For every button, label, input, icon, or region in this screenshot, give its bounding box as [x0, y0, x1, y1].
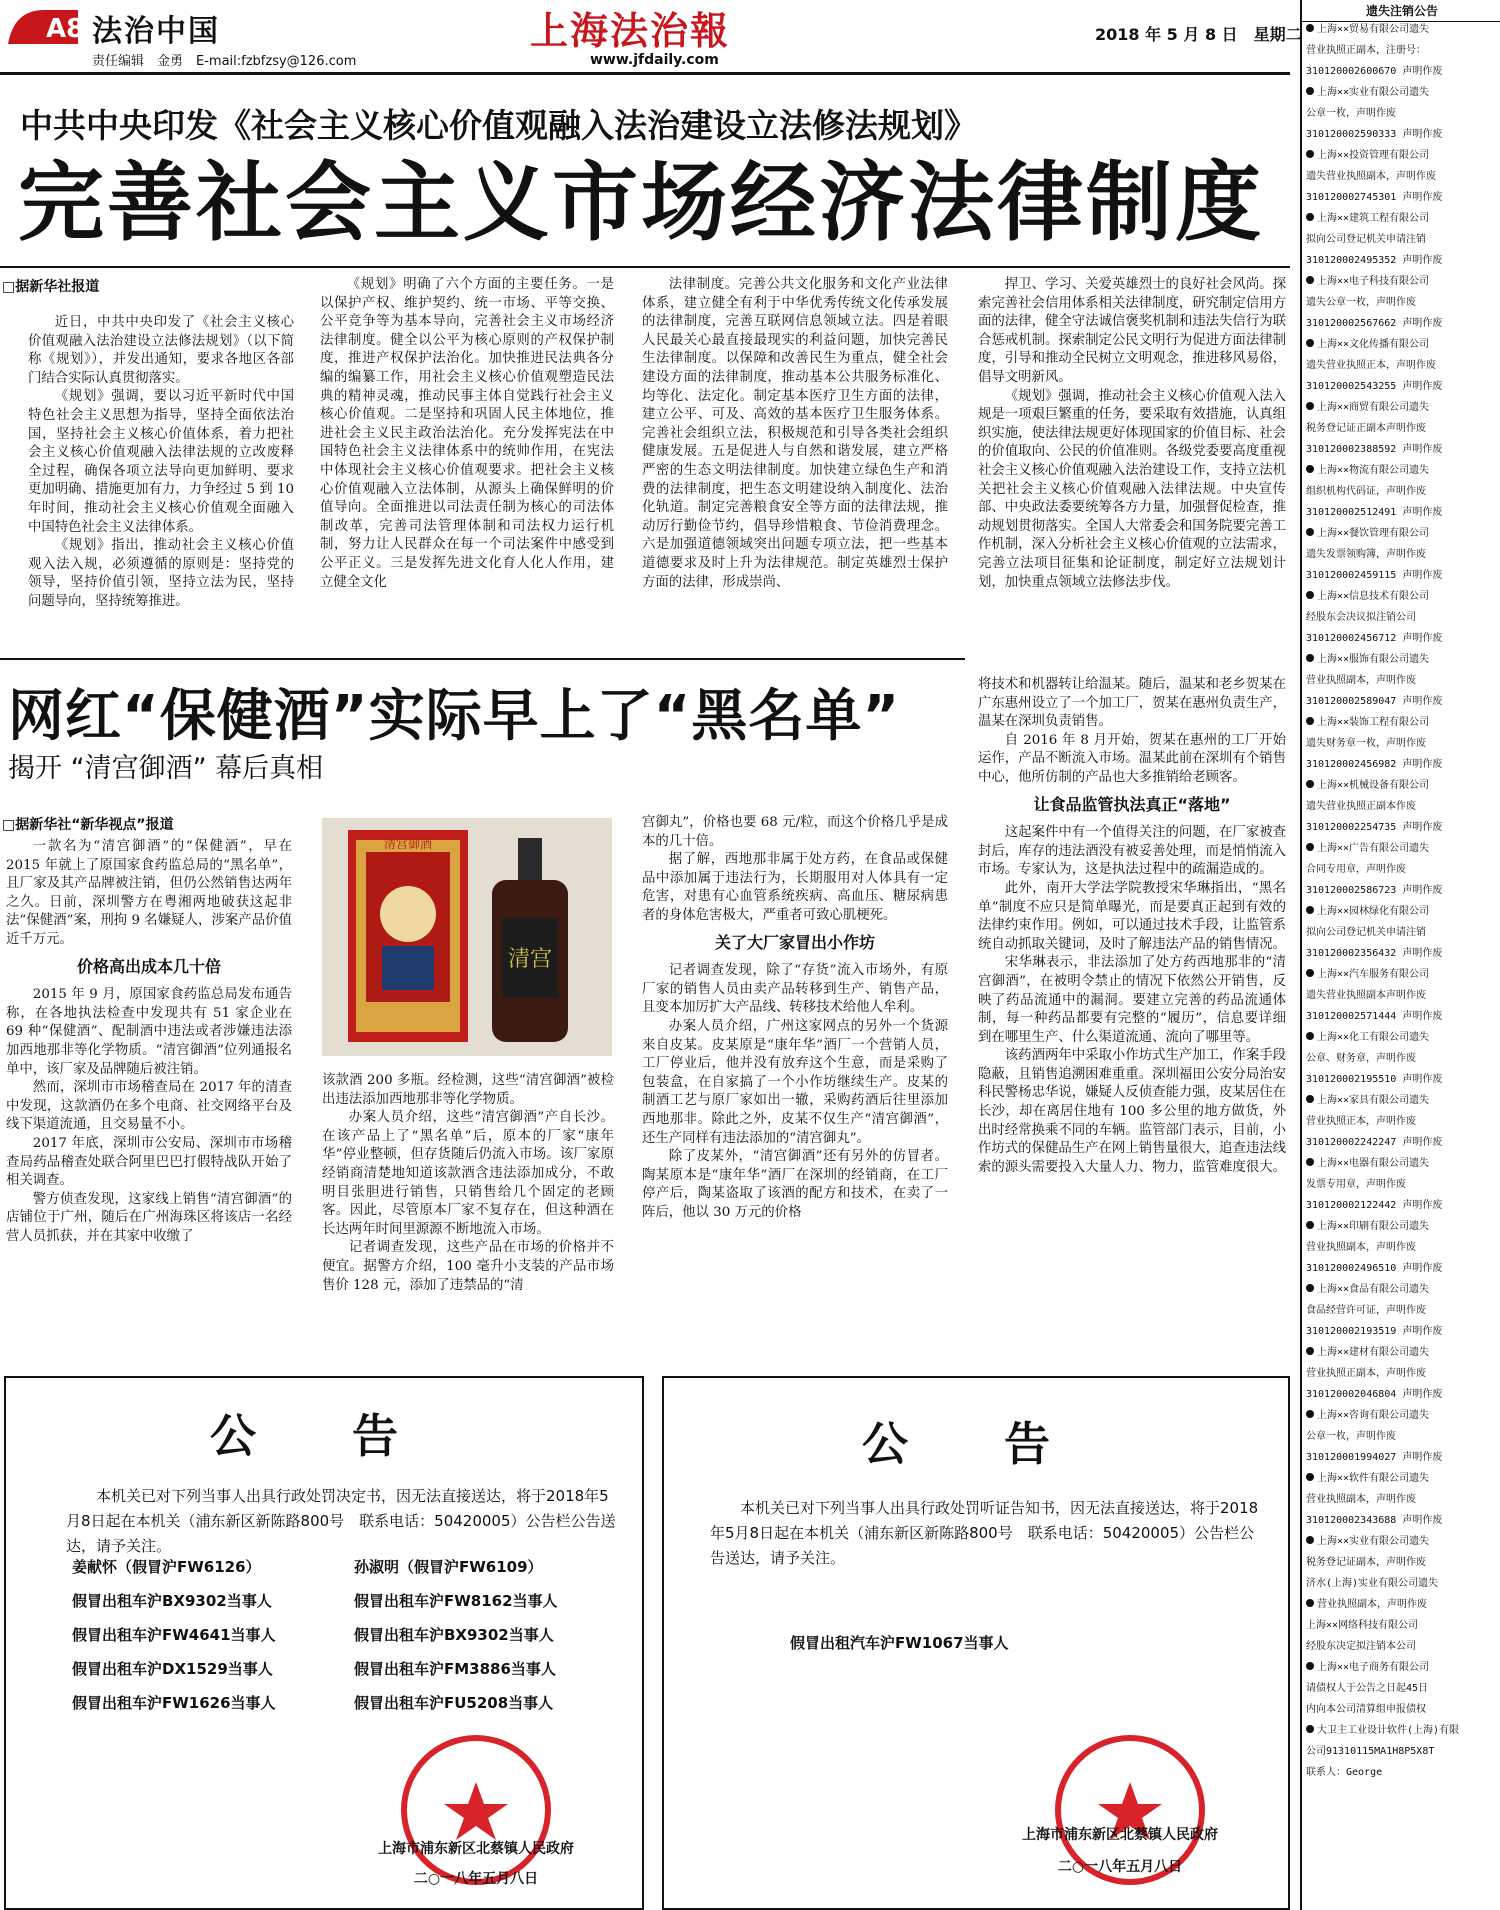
section-subheading: 让食品监管执法真正“落地”: [1033, 794, 1231, 814]
classified-line: [1306, 1116, 1498, 1128]
classified-text: 310120002496510 声明作废: [1306, 1263, 1443, 1274]
paragraph: 然而，深圳市市场稽查局在 2017 年的清查中发现，这款酒仍在多个电商、社交网络平台及线下渠道流通，且交易量不小。: [6, 1080, 292, 1133]
classified-text: 经股东会决议拟注销公司: [1306, 612, 1416, 623]
classified-line: [1306, 507, 1498, 519]
paragraph: 宋华琳表示，非法添加了处方药西地那非的“清宫御酒”，在被明令禁止的情况下依然公开销售，反映了药品流通中的漏洞。要建立完善的药品流通体制，每一种药品都要有完整的“履历”，信息要详细到在哪里生产、什么渠道流通、流向了哪里等。: [978, 955, 1286, 1045]
classified-line: [1306, 1137, 1498, 1149]
classified-text: 上海××机械设备有限公司: [1317, 780, 1430, 791]
classified-text: 大卫主工业设计软件(上海)有限: [1317, 1725, 1460, 1736]
classified-line: [1306, 1011, 1498, 1023]
classified-line: [1306, 990, 1498, 1002]
classified-text: 310120002571444 声明作废: [1306, 1011, 1443, 1022]
classified-line: [1306, 1536, 1498, 1548]
notice-box-hearing-notification: [662, 1376, 1290, 1910]
classified-line: [1306, 633, 1498, 645]
classified-line: [1306, 150, 1498, 162]
website-link[interactable]: www.jfdaily.com: [590, 52, 719, 68]
bullet-icon: [1306, 906, 1314, 914]
classified-text: 上海××家具有限公司遗失: [1317, 1095, 1430, 1106]
bullet-icon: [1306, 150, 1314, 158]
classified-line: [1306, 1515, 1498, 1527]
classified-line: [1306, 1431, 1498, 1443]
paragraph: 办案人员介绍，广州这家网点的另外一个货源来自皮某。皮某原是“康年华”酒厂一个营销人员，工厂停业后，他并没有放弃这个生意，而是采购了包装盒，在自家搞了一个小作坊继续生产。皮某的制酒工艺与原厂家如出一辙，采购药酒后往里添加西地那非。除此之外，皮某不仅生产“清宫御酒”，还生产同样有违法添加的“清宫御丸”。: [642, 1018, 948, 1146]
classified-text: 上海××园林绿化有限公司: [1317, 906, 1430, 917]
classified-line: [1306, 66, 1498, 78]
bullet-icon: [1306, 1662, 1314, 1670]
classified-text: 上海××服饰有限公司遗失: [1317, 654, 1430, 665]
classified-line: [1306, 87, 1498, 99]
classified-text: 310120002242247 声明作废: [1306, 1137, 1443, 1148]
paragraph: 近日，中共中央印发了《社会主义核心价值观融入法治建设立法修法规划》（以下简称《规划》），并发出通知，要求各地区各部门结合实际认真贯彻落实。: [28, 315, 294, 386]
product-photo: [322, 818, 612, 1056]
classified-line: [1306, 1347, 1498, 1359]
paragraph: 记者调查发现，这些产品在市场的价格并不便宜。据警方介绍，100 毫升小支装的产品市场售价 128 元，添加了违禁品的“清: [322, 1240, 614, 1293]
bullet-icon: [1306, 339, 1314, 347]
article1-column-3: [642, 276, 948, 592]
header-rule: [0, 72, 1290, 75]
notice-party: 假冒出租车沪BX9302当事人: [72, 1592, 272, 1610]
notice-title: 公 告: [861, 1417, 1090, 1471]
classified-text: 上海××食品有限公司遗失: [1317, 1284, 1430, 1295]
article2-top-rule: [0, 658, 965, 660]
paragraph: 《规划》指出，推动社会主义核心价值观入法入规，必须遵循的原则是：坚持党的领导，坚持价值引领，坚持立法为民，坚持问题导向，坚持统筹推进。: [28, 538, 294, 609]
classified-line: [1306, 1242, 1498, 1254]
notice-party: 假冒出租车沪FW8162当事人: [354, 1592, 558, 1610]
article2-column-2: [322, 1072, 614, 1295]
classified-text: 310120002388592 声明作废: [1306, 444, 1443, 455]
classified-text: 食品经营许可证，声明作废: [1306, 1305, 1426, 1316]
classified-text: 发票专用章，声明作废: [1306, 1179, 1406, 1190]
notice-date: 二○一八年五月八日: [413, 1871, 539, 1887]
classified-text: 公章一枚，声明作废: [1306, 108, 1396, 119]
classified-line: [1306, 1557, 1498, 1569]
article1-column-4: [978, 276, 1286, 592]
notice-party: 假冒出租车沪FM3886当事人: [354, 1660, 556, 1678]
classified-text: 310120002745301 声明作废: [1306, 192, 1443, 203]
classified-line: [1306, 129, 1498, 141]
paragraph: 2015 年 9 月，原国家食药监总局发布通告称，在各地执法检查中发现共有 51 家企业在 69 种“保健酒”、配制酒中违法或者涉嫌违法添加西地那非等化学物质。“清宫御酒”位列通报名单中，该厂家及品牌随后被注销。: [6, 987, 292, 1077]
bullet-icon: [1306, 24, 1314, 32]
classified-line: [1306, 549, 1498, 561]
article2-headline: 网红“保健酒”实际早上了“黑名单”: [8, 684, 901, 749]
notice-party: 假冒出租车沪BX9302当事人: [354, 1626, 554, 1644]
page-number: A8: [46, 14, 82, 44]
classified-text: 310120002567662 声明作废: [1306, 318, 1443, 329]
classified-text: 310120002590333 声明作废: [1306, 129, 1443, 140]
bullet-icon: [1306, 402, 1314, 410]
classified-text: 经股东决定拟注销本公司: [1306, 1641, 1416, 1652]
paragraph: 宫御丸”，价格也要 68 元/粒，而这个价格几乎是成本的几十倍。: [642, 815, 948, 849]
issue-date: 2018 年 5 月 8 日 星期二: [1095, 25, 1302, 44]
notice-date: 二○一八年五月八日: [1057, 1859, 1183, 1875]
classified-text: 310120002586723 声明作废: [1306, 885, 1443, 896]
classified-text: 联系人：George: [1306, 1767, 1383, 1778]
bullet-icon: [1306, 1095, 1314, 1103]
paragraph: 2017 年底，深圳市公安局、深圳市市场稽查局药品稽查处联合阿里巴巴打假特战队开始了相关调查。: [6, 1135, 292, 1189]
classified-line: [1306, 864, 1498, 876]
classified-line: [1306, 1662, 1498, 1674]
classified-text: 310120002512491 声明作废: [1306, 507, 1443, 518]
classified-line: [1306, 591, 1498, 603]
classified-line: [1306, 906, 1498, 918]
classified-line: [1306, 24, 1498, 36]
bullet-icon: [1306, 1473, 1314, 1481]
classified-line: [1306, 1683, 1498, 1695]
classified-text: 上海××软件有限公司遗失: [1317, 1473, 1430, 1484]
classified-line: [1306, 1263, 1498, 1275]
paragraph: 法律制度。完善公共文化服务和文化产业法律体系，建立健全有利于中华优秀传统文化传承发展的法律制度，完善互联网信息领域立法。四是着眼人民最关心最直接最现实的利益问题，加快完善民生法律制度。以保障和改善民生为重点，健全社会建设方面的法律制度，推动基本公共服务标准化、均等化、法定化。制定基本医疗卫生方面的法律，建立公平、可及、高效的基本医疗卫生服务体系。完善社会组织立法，积极规范和引导各类社会组织健康发展。五是促进人与自然和谐发展，建立严格严密的生态文明法律制度。加快建立绿色生产和消费的法律制度，把生态文明建设纳入制度化、法治化轨道。制定完善粮食安全等方面的法律法规，推动厉行勤俭节约，倡导珍惜粮食、节俭消费理念。六是加强道德领域突出问题专项立法，把一些基本道德要求及时上升为法律规范。制定英雄烈士保护方面的法律，形成崇尚、: [642, 277, 948, 590]
article1-column-1: [28, 314, 294, 612]
classified-text: 上海××印刷有限公司遗失: [1317, 1221, 1430, 1232]
bullet-icon: [1306, 654, 1314, 662]
classified-line: [1306, 1620, 1498, 1632]
article1-byline: □据新华社报道: [2, 279, 100, 295]
notice-party-list: [790, 1632, 1190, 1666]
classified-line: [1306, 843, 1498, 855]
bullet-icon: [1306, 1221, 1314, 1229]
classified-text: 上海××电子商务有限公司: [1317, 1662, 1430, 1673]
classified-text: 310120002459115 声明作废: [1306, 570, 1443, 581]
notice-box-penalty-decision: [4, 1376, 644, 1910]
classified-text: 拟向公司登记机关申请注销: [1306, 927, 1426, 938]
classified-line: [1306, 360, 1498, 372]
notice-party: 假冒出租车沪FW4641当事人: [72, 1626, 276, 1644]
classified-text: 营业执照副本，声明作废: [1306, 1494, 1416, 1505]
bullet-icon: [1306, 717, 1314, 725]
classified-text: 公章一枚，声明作废: [1306, 1431, 1396, 1442]
classified-text: 310120001994027 声明作废: [1306, 1452, 1443, 1463]
classified-line: [1306, 780, 1498, 792]
page-number-tag: [4, 4, 82, 48]
classified-text: 遗失财务章一枚，声明作废: [1306, 738, 1426, 749]
classified-line: [1306, 1578, 1498, 1590]
classified-line: [1306, 234, 1498, 246]
classified-text: 上海××贸易有限公司遗失: [1317, 24, 1430, 35]
paragraph: 该药酒两年中采取小作坊式生产加工，作案手段隐蔽，且销售追溯困难重重。深圳福田公安分局治安科民警杨忠华说，嫌疑人反侦查能力强，皮某居住在长沙，却在离居住地有 100 多公里的地方做货，外出时经常换乘不同的车辆。监管部门表示，目前，小作坊式的保健品生产在网上销售量很大，追查违法线索的源头需要投入大量人力、物力，监管难度很大。: [978, 1048, 1286, 1175]
classified-line: [1306, 339, 1498, 351]
bullet-icon: [1306, 591, 1314, 599]
classified-text: 上海××化工有限公司遗失: [1317, 1032, 1430, 1043]
classified-text: 上海××物流有限公司遗失: [1317, 465, 1430, 476]
classified-line: [1306, 1158, 1498, 1170]
classified-line: [1306, 486, 1498, 498]
paragraph: 一款名为“清宫御酒”的“保健酒”，早在 2015 年就上了原国家食药监总局的“黑名单”，且厂家及其产品牌被注销，但仍公然销售达两年之久。日前，深圳警方在粤湘两地破获这起非法“保健酒”案，刑拘 9 名嫌疑人，涉案产品价值近千万元。: [6, 839, 292, 947]
classified-text: 310120002456712 声明作废: [1306, 633, 1443, 644]
paragraph: 捍卫、学习、关爱英雄烈士的良好社会风尚。探索完善社会信用体系相关法律制度，研究制定信用方面的法律，健全守法诚信褒奖机制和违法失信行为联合惩戒机制。探索制定公民文明行为促进方面法律制度，引导和推动全民树立文明观念，推进移风易俗，倡导文明新风。: [978, 277, 1286, 385]
bullet-icon: [1306, 1410, 1314, 1418]
paragraph: 自 2016 年 8 月开始，贺某在惠州的工厂开始运作，产品不断流入市场。温某此前在深圳有个销售中心，他所仿制的产品也大多推销给老顾客。: [978, 732, 1286, 785]
classified-line: [1306, 276, 1498, 288]
notice-party-list-left: [72, 1556, 342, 1726]
notice-party: 孙淑明（假冒沪FW6109）: [354, 1558, 543, 1576]
classified-text: 遗失公章一枚，声明作废: [1306, 297, 1416, 308]
official-seal-icon: [396, 1730, 556, 1890]
classified-line: [1306, 381, 1498, 393]
newspaper-masthead: 上海法治報: [530, 8, 731, 53]
notice-body: 本机关已对下列当事人出具行政处罚听证告知书，因无法直接送达，将于2018年5月8日起在本机关（浦东新区新陈路800号 联系电话：50420005）公告栏公告送达，请予关注。: [710, 1499, 1259, 1567]
classified-line: [1306, 1368, 1498, 1380]
bottle-label: 清宫: [507, 947, 553, 972]
classified-line: [1306, 213, 1498, 225]
classified-line: [1306, 1326, 1498, 1338]
classifieds-title: 遗失注销公告: [1302, 0, 1500, 22]
classified-text: 上海××商贸有限公司遗失: [1317, 402, 1430, 413]
classified-line: [1306, 318, 1498, 330]
notice-party: 假冒出租车沪DX1529当事人: [72, 1660, 273, 1678]
bullet-icon: [1306, 1032, 1314, 1040]
paragraph: 记者调查发现，除了“存货”流入市场外，有原厂家的销售人员由卖产品转移到生产、销售产品，且变本加厉扩大产品线、转移技术给他人牟利。: [642, 963, 948, 1016]
paragraph: 《规划》强调，推动社会主义核心价值观入法入规是一项艰巨繁重的任务，要采取有效措施，认真组织实施，使法律法规更好体现国家的价值目标、社会的价值取向、公民的价值准则。各级党委要高度重视社会主义核心价值观融入法治建设工作，支持立法机关把社会主义核心价值观融入法律法规。中央宣传部、中央政法委要统筹各方力量，加强督促检查，推动规划贯彻落实。全国人大常委会和国务院要完善工作机制，深入分析社会主义核心价值观的立法需求，完善立法项目征集和论证制度，制定好立法规划计划，加快重点领域立法修法步伐。: [978, 388, 1286, 590]
classified-text: 合同专用章，声明作废: [1306, 864, 1406, 875]
notice-signer: 上海市浦东新区北蔡镇人民政府: [378, 1841, 574, 1857]
classified-line: [1306, 738, 1498, 750]
classified-text: 上海××文化传播有限公司: [1317, 339, 1430, 350]
article2-column-3: [642, 814, 948, 1222]
bullet-icon: [1306, 1536, 1314, 1544]
notice-party: 假冒出租车沪FU5208当事人: [354, 1694, 554, 1712]
classified-line: [1306, 402, 1498, 414]
classified-line: [1306, 465, 1498, 477]
bullet-icon: [1306, 969, 1314, 977]
classified-text: 310120002356432 声明作废: [1306, 948, 1443, 959]
classified-text: 上海××建材有限公司遗失: [1317, 1347, 1430, 1358]
bullet-icon: [1306, 276, 1314, 284]
classified-line: [1306, 45, 1498, 57]
classified-text: 济水(上海)实业有限公司遗失: [1306, 1578, 1439, 1589]
classified-text: 310120002456982 声明作废: [1306, 759, 1443, 770]
paragraph: 这起案件中有一个值得关注的问题，在厂家被查封后，库存的违法酒没有被妥善处理，而是悄悄流入市场。专家认为，这是执法过程中的疏漏造成的。: [978, 825, 1286, 878]
classified-text: 310120002589047 声明作废: [1306, 696, 1443, 707]
classified-line: [1306, 444, 1498, 456]
classified-line: [1306, 1494, 1498, 1506]
classified-line: [1306, 969, 1498, 981]
classified-line: [1306, 612, 1498, 624]
classified-line: [1306, 1452, 1498, 1464]
classified-line: [1306, 1641, 1498, 1653]
article1-headline: 完善社会主义市场经济法律制度: [18, 153, 1264, 253]
classified-line: [1306, 759, 1498, 771]
bullet-icon: [1306, 465, 1314, 473]
classified-text: 上海××实业有限公司遗失: [1317, 1536, 1430, 1547]
classified-text: 310120002343688 声明作废: [1306, 1515, 1443, 1526]
notice-body: 本机关已对下列当事人出具行政处罚决定书，因无法直接送达，将于2018年5月8日起在本机关（浦东新区新陈路800号 联系电话：50420005）公告栏公告送达，请予关注。: [66, 1487, 616, 1555]
classified-line: [1306, 1074, 1498, 1086]
classified-line: [1306, 1410, 1498, 1422]
classified-text: 营业执照正副本，声明作废: [1306, 1368, 1426, 1379]
classified-line: [1306, 1704, 1498, 1716]
classified-text: 310120002195510 声明作废: [1306, 1074, 1443, 1085]
paragraph: 此外，南开大学法学院教授宋华琳指出，“黑名单”制度不应只是简单曝光，而是要真正起到有效的法律约束作用。例如，可以通过技术手段，让监管系统自动抓取关键词，及时了解违法产品的销售情况。: [978, 880, 1286, 952]
article2-byline: □据新华社“新华视点”报道: [2, 817, 174, 833]
classified-text: 310120002543255 声明作废: [1306, 381, 1443, 392]
classified-text: 内向本公司清算组申报债权: [1306, 1704, 1426, 1715]
paragraph: 《规划》强调，要以习近平新时代中国特色社会主义思想为指导，坚持全面依法治国，坚持社会主义核心价值体系，着力把社会主义核心价值观融入法律法规的立改废释全过程，确保各项立法导向更加鲜明、要求更加明确、措施更加有力，力争经过 5 到 10 年时间，推动社会主义核心价值观全面融入中国特色社会主义法律体系。: [28, 389, 294, 535]
classified-line: [1306, 1095, 1498, 1107]
classified-text: 上海××电子科技有限公司: [1317, 276, 1430, 287]
classified-text: 税务登记证正副本声明作废: [1306, 423, 1426, 434]
notice-title: 公 告: [209, 1409, 438, 1463]
classified-text: 上海××实业有限公司遗失: [1317, 87, 1430, 98]
notice-party-list-right: [354, 1556, 624, 1726]
classified-line: [1306, 1053, 1498, 1065]
classified-line: [1306, 1284, 1498, 1296]
classified-text: 上海××咨询有限公司遗失: [1317, 1410, 1430, 1421]
bullet-icon: [1306, 528, 1314, 536]
section-title: 法治中国: [92, 14, 220, 49]
notice-party: 假冒出租汽车沪FW1067当事人: [790, 1634, 1009, 1652]
article2-column-1: [6, 838, 292, 1246]
paragraph: 办案人员介绍，这些“清宫御酒”产自长沙。在该产品上了“黑名单”后，原本的厂家“康年华”停业整顿，但存货随后仍流入市场。该厂家原经销商清楚地知道该款酒含违法添加成分，不敢明目张胆进行销售，只销售给几个固定的老顾客。因此，尽管原本厂家不复存在，但这种酒在长达两年时间里源源不断地流入市场。: [322, 1110, 614, 1237]
classified-text: 遗失营业执照正本，声明作废: [1306, 360, 1436, 371]
paragraph: 该款酒 200 多瓶。经检测，这些“清宫御酒”被检出违法添加西地那非等化学物质。: [322, 1073, 614, 1107]
classified-line: [1306, 1767, 1498, 1779]
classified-line: [1306, 171, 1498, 183]
classified-line: [1306, 948, 1498, 960]
classifieds-list: [1302, 22, 1500, 1790]
classified-line: [1306, 654, 1498, 666]
bullet-icon: [1306, 843, 1314, 851]
classified-text: 营业执照正本，声明作废: [1306, 1116, 1416, 1127]
classified-text: 组织机构代码证，声明作废: [1306, 486, 1426, 497]
paragraph: 据了解，西地那非属于处方药，在食品或保健品中添加属于违法行为，长期服用对人体具有一定危害，对患有心血管系统疾病、高血压、糖尿病患者的身体危害极大，严重者可致心肌梗死。: [642, 852, 948, 923]
classified-text: 上海××投资管理有限公司: [1317, 150, 1430, 161]
classified-text: 拟向公司登记机关申请注销: [1306, 234, 1426, 245]
classified-line: [1306, 822, 1498, 834]
classified-text: 310120002254735 声明作废: [1306, 822, 1443, 833]
classified-line: [1306, 696, 1498, 708]
classified-text: 上海××广告有限公司遗失: [1317, 843, 1430, 854]
editor-credit: 责任编辑 金勇 E-mail:fzbfzsy@126.com: [92, 54, 357, 69]
article1-column-2: [320, 276, 614, 592]
notice-signer: 上海市浦东新区北蔡镇人民政府: [1022, 1827, 1218, 1843]
classified-text: 营业执照正副本，注册号：: [1306, 45, 1426, 56]
page-tag-icon: [4, 4, 82, 48]
classified-line: [1306, 1221, 1498, 1233]
classified-line: [1306, 1389, 1498, 1401]
classified-text: 310120002193519 声明作废: [1306, 1326, 1443, 1337]
section-subheading: 价格高出成本几十倍: [76, 956, 221, 976]
classified-text: 上海××电器有限公司遗失: [1317, 1158, 1430, 1169]
article1-kicker: 中共中央印发《社会主义核心价值观融入法治建设立法修法规划》: [20, 106, 977, 145]
article2-column-4: [978, 676, 1286, 1177]
classified-line: [1306, 717, 1498, 729]
classified-line: [1306, 1599, 1498, 1611]
classified-text: 营业执照副本，声明作废: [1317, 1599, 1427, 1610]
classified-text: 上海××装饰工程有限公司: [1317, 717, 1430, 728]
classified-text: 遗失营业执照副本，声明作废: [1306, 171, 1436, 182]
paragraph: 将技术和机器转让给温某。随后，温某和老乡贺某在广东惠州设立了一个加工厂，贺某在惠州负责生产，温某在深圳负责销售。: [978, 677, 1286, 730]
classified-text: 公司91310115MA1H8P5X8T: [1306, 1746, 1435, 1757]
bullet-icon: [1306, 1284, 1314, 1292]
paragraph: 警方侦查发现，这家线上销售“清宫御酒”的店铺位于广州，随后在广州海珠区将该店一名经营人员抓获，并在其家中收缴了: [6, 1191, 292, 1244]
classified-text: 遗失营业执照正副本作废: [1306, 801, 1416, 812]
bullet-icon: [1306, 87, 1314, 95]
classified-text: 310120002600670 声明作废: [1306, 66, 1443, 77]
classified-line: [1306, 297, 1498, 309]
bullet-icon: [1306, 780, 1314, 788]
classified-line: [1306, 675, 1498, 687]
article2-subheadline: 揭开 “清宫御酒” 幕后真相: [8, 753, 324, 784]
bullet-icon: [1306, 1725, 1314, 1733]
classified-line: [1306, 1032, 1498, 1044]
classified-text: 营业执照副本，声明作废: [1306, 1242, 1416, 1253]
classified-line: [1306, 108, 1498, 120]
classified-ads-strip: [1300, 0, 1500, 1910]
classified-line: [1306, 192, 1498, 204]
classified-text: 上海××餐饮管理有限公司: [1317, 528, 1430, 539]
classified-text: 公章、财务章，声明作废: [1306, 1053, 1416, 1064]
classified-line: [1306, 255, 1498, 267]
classified-text: 遗失营业执照副本声明作废: [1306, 990, 1426, 1001]
classified-text: 310120002122442 声明作废: [1306, 1200, 1443, 1211]
bullet-icon: [1306, 1347, 1314, 1355]
paragraph: 除了皮某外，“清宫御酒”还有另外的仿冒者。陶某原本是“康年华”酒厂在深圳的经销商，在工厂停产后，陶某盗取了该酒的配方和技术，在卖了一阵后，他以 30 万元的价格: [642, 1149, 948, 1220]
classified-text: 遗失发票领购簿，声明作废: [1306, 549, 1426, 560]
bullet-icon: [1306, 213, 1314, 221]
classified-text: 上海××汽车服务有限公司: [1317, 969, 1430, 980]
classified-line: [1306, 1179, 1498, 1191]
classified-text: 请债权人于公告之日起45日: [1306, 1683, 1429, 1694]
classified-line: [1306, 1746, 1498, 1758]
classified-line: [1306, 1305, 1498, 1317]
notice-party: 姜献怀（假冒沪FW6126）: [72, 1558, 261, 1576]
classified-line: [1306, 1725, 1498, 1737]
box-label: 清宫御酒: [383, 837, 433, 851]
liquor-product-image: [322, 818, 612, 1056]
classified-line: [1306, 801, 1498, 813]
paragraph: 《规划》明确了六个方面的主要任务。一是以保护产权、维护契约、统一市场、平等交换、公平竞争等为基本导向，完善社会主义市场经济法律制度。健全以公平为核心原则的产权保护制度，推进产权保护法治化。加快推进民法典各分编的编纂工作，用社会主义核心价值观塑造民法典的精神灵魂，推动民事主体自觉践行社会主义核心价值观。二是坚持和巩固人民主体地位，推进社会主义民主政治法治化。充分发挥宪法在中国特色社会主义法律体系中的统帅作用，在宪法中体现社会主义核心价值观要求。把社会主义核心价值观融入立法体制，从源头上确保鲜明的价值导向。全面推进以司法责任制为核心的司法体制改革，完善司法管理体制和司法权力运行机制，努力让人民群众在每一个司法案件中感受到公平正义。三是发挥先进文化育人化人作用，建立健全文化: [320, 277, 614, 590]
classified-line: [1306, 423, 1498, 435]
classified-text: 上海××建筑工程有限公司: [1317, 213, 1430, 224]
classified-line: [1306, 927, 1498, 939]
classified-text: 上海××网络科技有限公司: [1306, 1620, 1419, 1631]
bullet-icon: [1306, 1158, 1314, 1166]
classified-line: [1306, 1200, 1498, 1212]
section-subheading: 关了大厂家冒出小作坊: [714, 932, 875, 952]
article1-rule: [0, 266, 1290, 268]
classified-text: 营业执照副本，声明作废: [1306, 675, 1416, 686]
notice-party: 假冒出租车沪FW1626当事人: [72, 1694, 276, 1712]
classified-text: 310120002495352 声明作废: [1306, 255, 1443, 266]
classified-line: [1306, 885, 1498, 897]
bullet-icon: [1306, 1599, 1314, 1607]
classified-text: 税务登记证副本，声明作废: [1306, 1557, 1426, 1568]
classified-text: 上海××信息技术有限公司: [1317, 591, 1430, 602]
classified-line: [1306, 528, 1498, 540]
classified-text: 310120002046804 声明作废: [1306, 1389, 1443, 1400]
classified-line: [1306, 570, 1498, 582]
classified-line: [1306, 1473, 1498, 1485]
